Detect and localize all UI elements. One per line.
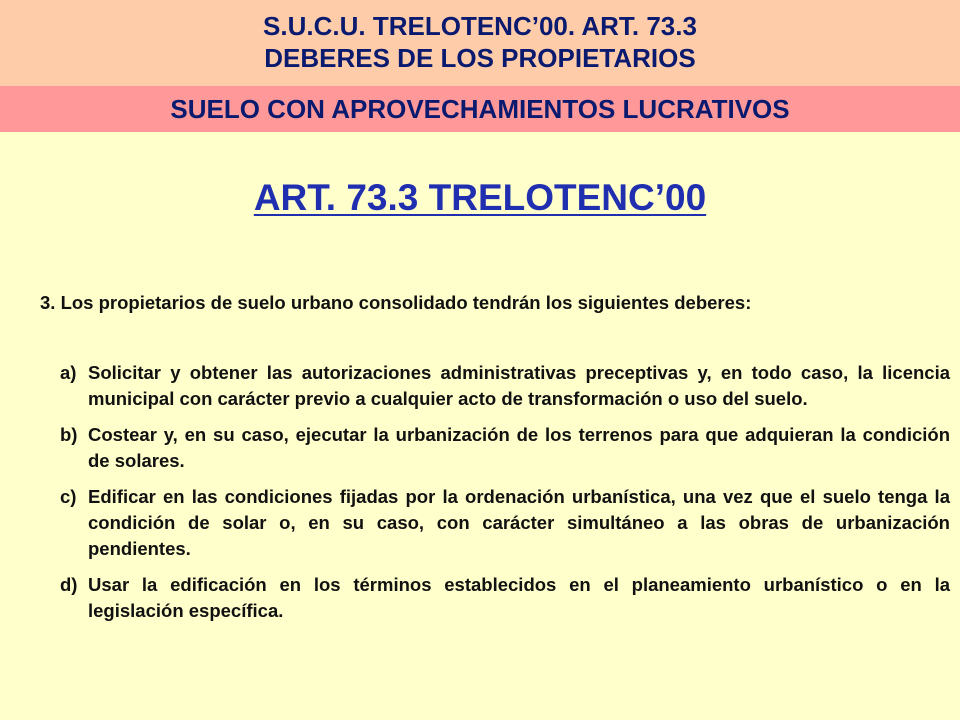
article-intro: 3. Los propietarios de suelo urbano consolidado tendrán los siguientes deberes:	[40, 292, 752, 313]
list-item-text: Edificar en las condiciones fijadas por la ordenación urbanística, una vez que el suelo tenga la condición de solar o, en su caso, con carácter simultáneo a las obras de urbanización pendientes.	[88, 486, 950, 559]
list-item	[60, 360, 950, 412]
header-title-line-2: DEBERES DE LOS PROPIETARIOS	[264, 43, 696, 73]
article-title-text: ART. 73.3 TRELOTENC’00	[253, 177, 707, 218]
duties-list	[60, 360, 950, 634]
list-item-marker: b)	[60, 424, 78, 445]
header-title-line-1: S.U.C.U. TRELOTENC’00. ART. 73.3	[263, 11, 697, 41]
list-item	[60, 484, 950, 562]
header-subtitle: SUELO CON APROVECHAMIENTOS LUCRATIVOS	[0, 86, 960, 132]
list-item-marker: a)	[60, 362, 77, 383]
header-banner	[0, 0, 960, 86]
list-item-marker: d)	[60, 574, 78, 595]
list-item-text: Usar la edificación en los términos establecidos en el planeamiento urbanístico o en la legislación específica.	[88, 574, 950, 621]
list-item-marker: c)	[60, 486, 77, 507]
list-item	[60, 572, 950, 624]
list-item-text: Solicitar y obtener las autorizaciones administrativas preceptivas y, en todo caso, la licencia municipal con carácter previo a cualquier acto de transformación o uso del suelo.	[88, 362, 950, 409]
article-title	[0, 176, 960, 220]
list-item-text: Costear y, en su caso, ejecutar la urbanización de los terrenos para que adquieran la condición de solares.	[88, 424, 950, 471]
list-item	[60, 422, 950, 474]
